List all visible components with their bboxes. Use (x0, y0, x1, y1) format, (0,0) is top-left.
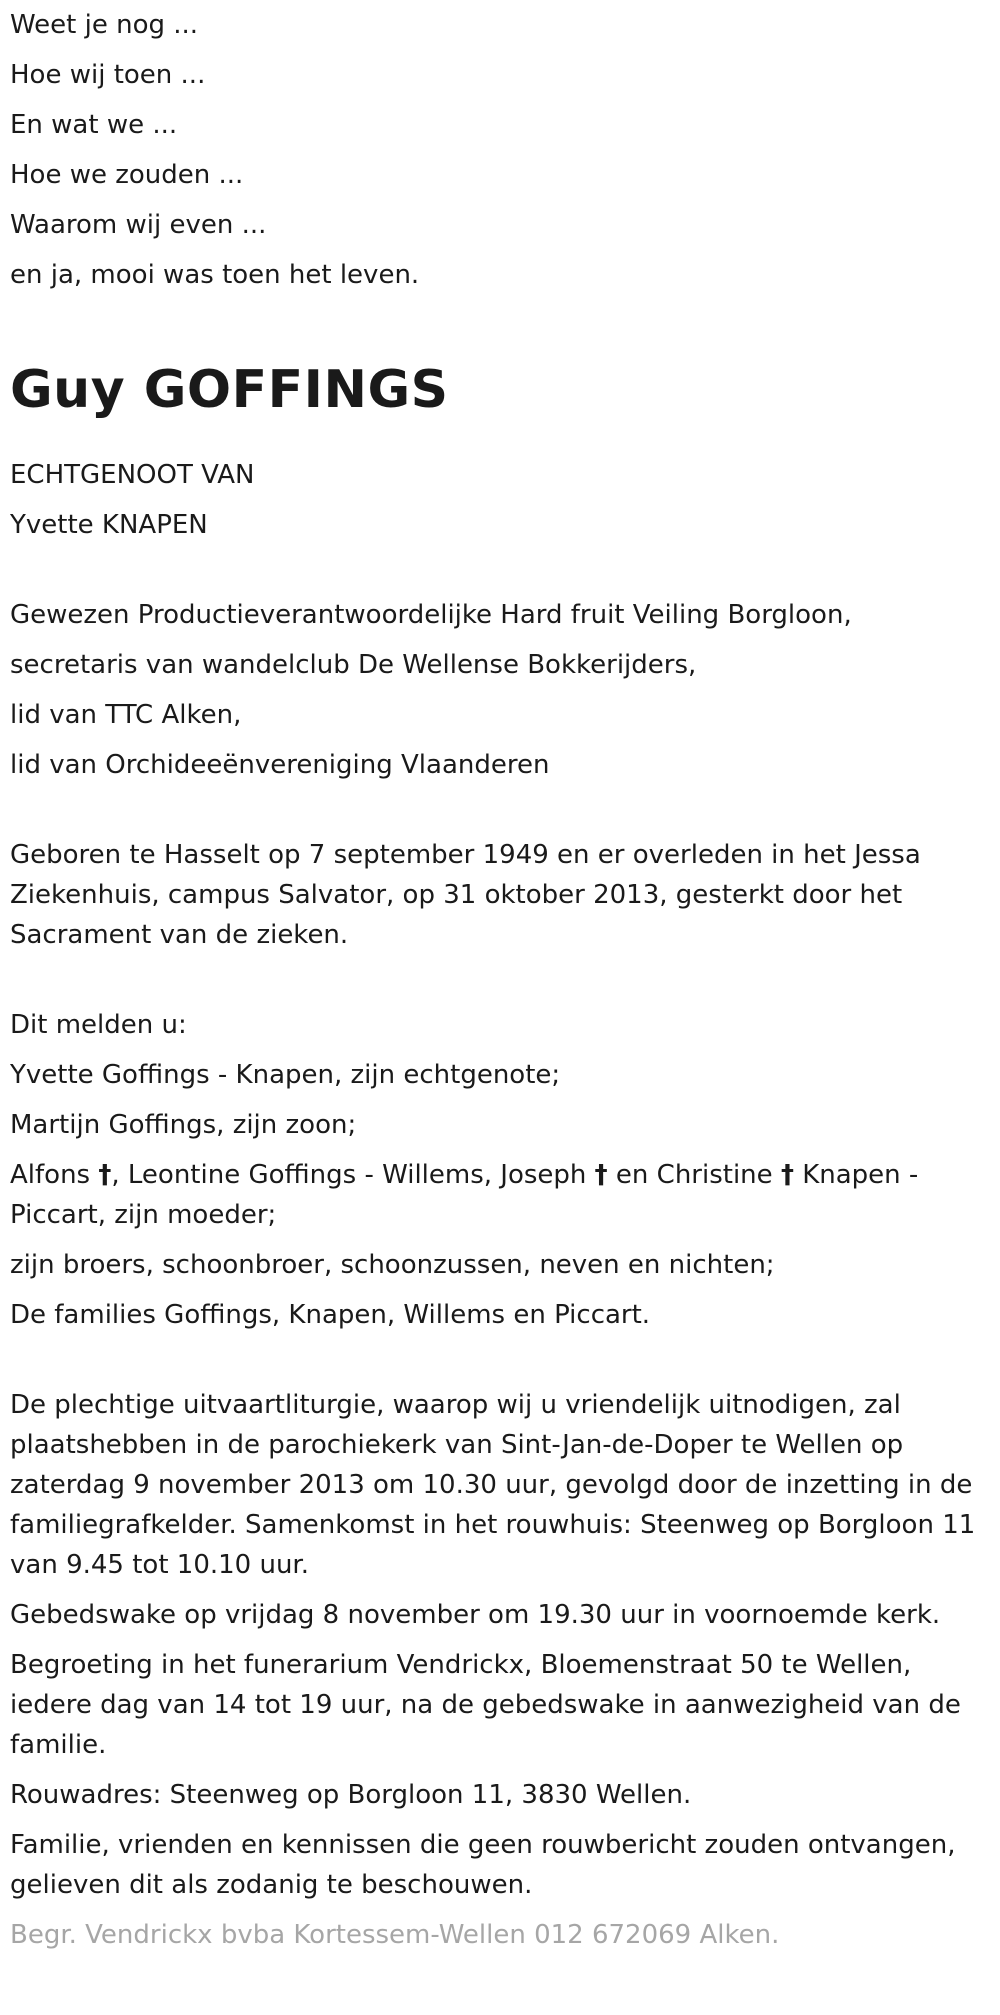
spouse-name: Yvette KNAPEN (10, 510, 208, 540)
poem-line: en ja, mooi was toen het leven. (10, 260, 420, 290)
undertaker-footer: Begr. Vendrickx bvba Kortessem-Wellen 012 672069 Alken. (10, 1920, 780, 1950)
announcer-text: Alfons (10, 1160, 99, 1190)
spouse-section (10, 455, 990, 545)
deceased-name: Guy GOFFINGS (10, 360, 449, 420)
funeral-address: Rouwadres: Steenweg op Borgloon 11, 3830 Wellen. (10, 1780, 692, 1810)
funeral-greeting: Begroeting in het funerarium Vendrickx, Bloemenstraat 50 te Wellen, iedere dag van 14 tot 19 uur, na de gebedswake in aanwezigheid van de familie. (10, 1650, 961, 1760)
announcer-line-parents (10, 1155, 990, 1235)
poem-line: En wat we ... (10, 110, 178, 140)
poem-line: Hoe wij toen ... (10, 60, 206, 90)
funeral-wake: Gebedswake op vrijdag 8 november om 19.30 uur in voornoemde kerk. (10, 1600, 941, 1630)
obituary-page (10, 0, 990, 1965)
poem-line: Hoe we zouden ... (10, 160, 244, 190)
announcers-section (10, 1005, 990, 1335)
function-line: secretaris van wandelclub De Wellense Bokkerijders, (10, 650, 697, 680)
poem-line: Waarom wij even ... (10, 210, 267, 240)
announcer-line: Yvette Goffings - Knapen, zijn echtgenote; (10, 1060, 561, 1090)
poem (10, 5, 990, 295)
function-line: lid van TTC Alken, (10, 700, 242, 730)
announcer-text: en Christine (607, 1160, 781, 1190)
birth-death-section (10, 835, 990, 955)
announcer-text: Knapen - Piccart, zijn moeder; (10, 1160, 919, 1230)
announcer-line: zijn broers, schoonbroer, schoonzussen, neven en nichten; (10, 1250, 775, 1280)
funeral-liturgy: De plechtige uitvaartliturgie, waarop wij u vriendelijk uitnodigen, zal plaatshebben in de parochiekerk van Sint-Jan-de-Doper te Wellen op zaterdag 9 november 2013 om 10.30 uur, gevolgd door de inzetting in de familiegrafkelder. Samenkomst in het rouwhuis: Steenweg op Borgloon 11 van 9.45 tot 10.10 uur. (10, 1390, 976, 1580)
funeral-notice: Familie, vrienden en kennissen die geen rouwbericht zouden ontvangen, gelieven dit als zodanig te beschouwen. (10, 1830, 956, 1900)
funeral-section (10, 1385, 990, 1955)
cross-icon: † (780, 1160, 794, 1190)
birth-death-text: Geboren te Hasselt op 7 september 1949 en er overleden in het Jessa Ziekenhuis, campus Salvator, op 31 oktober 2013, gesterkt door het Sacrament van de zieken. (10, 840, 921, 950)
function-line: lid van Orchideeënvereniging Vlaanderen (10, 750, 550, 780)
functions-section (10, 595, 990, 785)
announcer-line: De families Goffings, Knapen, Willems en Piccart. (10, 1300, 651, 1330)
function-line: Gewezen Productieverantwoordelijke Hard fruit Veiling Borgloon, (10, 600, 852, 630)
cross-icon: † (594, 1160, 608, 1190)
announcer-line: Martijn Goffings, zijn zoon; (10, 1110, 357, 1140)
poem-line: Weet je nog ... (10, 10, 199, 40)
cross-icon: † (98, 1160, 112, 1190)
announcer-text: , Leontine Goffings - Willems, Joseph (111, 1160, 595, 1190)
spouse-label: ECHTGENOOT VAN (10, 460, 255, 490)
announcers-intro: Dit melden u: (10, 1010, 187, 1040)
